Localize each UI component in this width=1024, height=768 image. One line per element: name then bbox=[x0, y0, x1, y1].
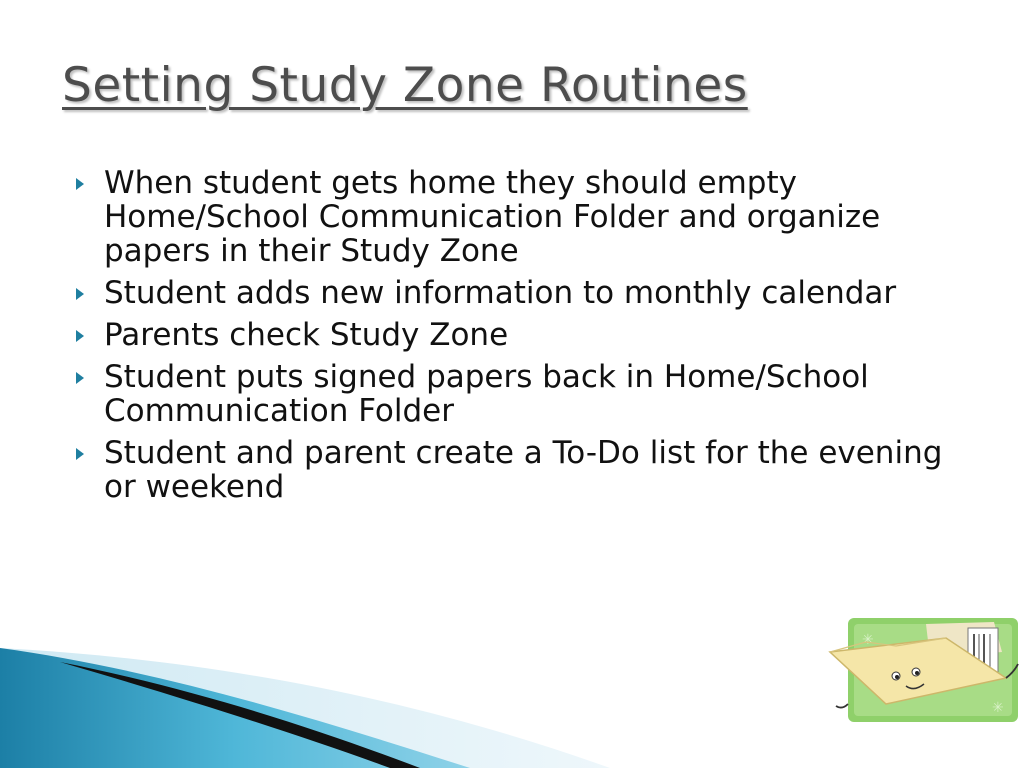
bullet-text: Student and parent create a To-Do list for the evening or weekend bbox=[104, 435, 943, 505]
bullet-text: Parents check Study Zone bbox=[104, 317, 509, 353]
bullet-item bbox=[76, 166, 956, 268]
bullet-item bbox=[76, 436, 956, 504]
bullet-triangle-icon bbox=[76, 178, 84, 190]
svg-text:✳: ✳ bbox=[862, 632, 874, 648]
bullet-text: Student puts signed papers back in Home/School Communication Folder bbox=[104, 359, 869, 429]
bullet-item bbox=[76, 318, 956, 352]
bullet-triangle-icon bbox=[76, 448, 84, 460]
bullet-item bbox=[76, 276, 956, 310]
bullet-triangle-icon bbox=[76, 372, 84, 384]
bullet-text: When student gets home they should empty Home/School Communication Folder and organize papers in their Study Zone bbox=[104, 165, 881, 269]
bullet-list bbox=[76, 166, 956, 512]
svg-text:✳: ✳ bbox=[992, 700, 1004, 716]
folder-clipart-icon bbox=[826, 612, 1022, 724]
bullet-text: Student adds new information to monthly calendar bbox=[104, 275, 897, 311]
bullet-item bbox=[76, 360, 956, 428]
bullet-triangle-icon bbox=[76, 288, 84, 300]
bullet-triangle-icon bbox=[76, 330, 84, 342]
slide-title: Setting Study Zone Routines bbox=[62, 58, 748, 113]
